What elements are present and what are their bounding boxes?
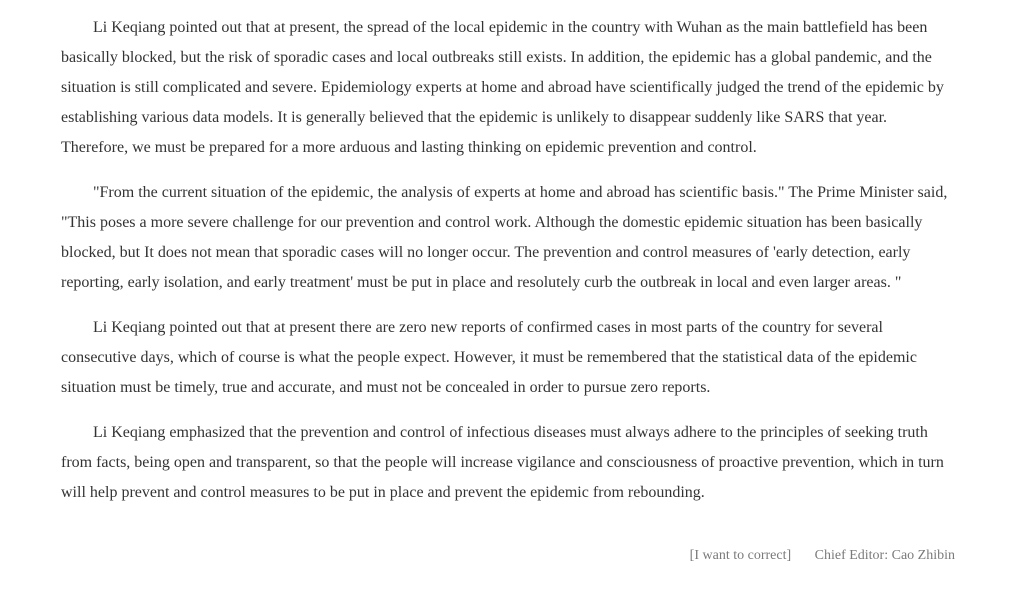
correction-link[interactable]: [I want to correct] <box>689 548 792 563</box>
article-paragraph: Li Keqiang pointed out that at present, the spread of the local epidemic in the country with Wuhan as the main battlefield has been basically blocked, but the risk of sporadic cases and local outbreaks still exists. In addition, the epidemic has a global pandemic, and the situation is still complicated and severe. Epidemiology experts at home and abroad have scientifically judged the trend of the epidemic by establishing various data models. It is generally believed that the epidemic is unlikely to disappear suddenly like SARS that year. Therefore, we must be prepared for a more arduous and lasting thinking on epidemic prevention and control. <box>61 19 944 156</box>
article-footer <box>690 545 955 567</box>
article-paragraph: Li Keqiang emphasized that the prevention and control of infectious diseases must always adhere to the principles of seeking truth from facts, being open and transparent, so that the people will increase vigilance and consciousness of proactive prevention, which in turn will help prevent and control measures to be put in place and prevent the epidemic from rebounding. <box>61 424 944 501</box>
article-paragraph: "From the current situation of the epidemic, the analysis of experts at home and abroad has scientific basis." The Prime Minister said, "This poses a more severe challenge for our prevention and control work. Although the domestic epidemic situation has been basically blocked, but It does not mean that sporadic cases will no longer occur. The prevention and control measures of 'early detection, early reporting, early isolation, and early treatment' must be put in place and resolutely curb the outbreak in local and even larger areas. " <box>61 184 948 291</box>
article-paragraph: Li Keqiang pointed out that at present there are zero new reports of confirmed cases in most parts of the country for several consecutive days, which of course is what the people expect. However, it must be remembered that the statistical data of the epidemic situation must be timely, true and accurate, and must not be concealed in order to pursue zero reports. <box>61 319 917 396</box>
chief-editor-credit: Chief Editor: Cao Zhibin <box>814 548 955 563</box>
article-body <box>61 13 956 523</box>
